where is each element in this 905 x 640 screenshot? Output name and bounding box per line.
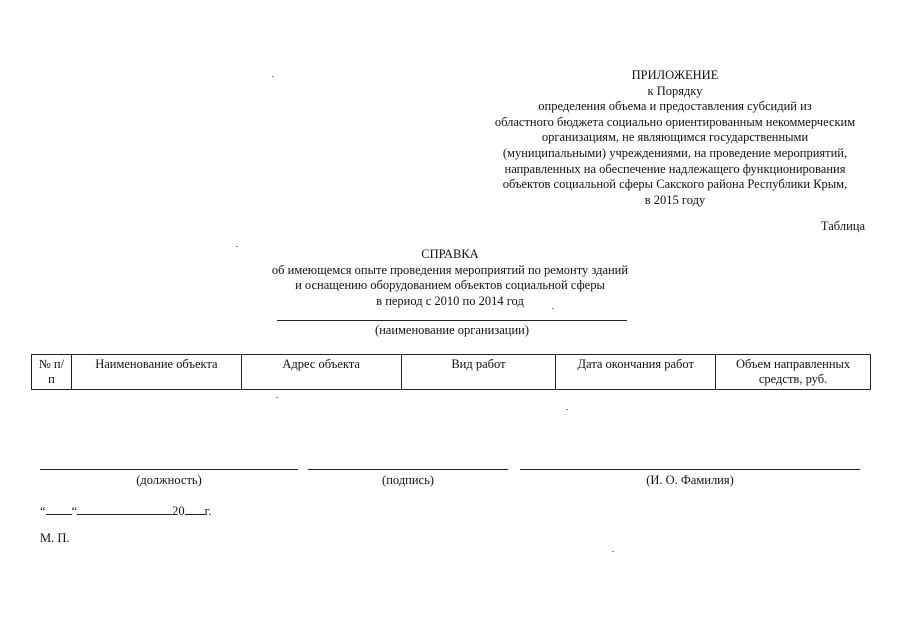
header-cell-number: № п/п — [32, 355, 72, 390]
scan-speck — [272, 76, 274, 77]
header-cell-funds: Объем направленных средств, руб. — [716, 355, 871, 390]
date-open-quote: “ — [40, 504, 46, 518]
date-year-prefix: 20 — [172, 504, 185, 518]
header-cell-object-name: Наименование объекта — [71, 355, 241, 390]
date-line — [40, 503, 211, 519]
header-cell-work-type: Вид работ — [401, 355, 556, 390]
date-day-field[interactable] — [46, 503, 72, 515]
date-close-quote: “ — [71, 504, 78, 518]
signature-field[interactable] — [308, 469, 508, 470]
table-header-row — [32, 355, 871, 390]
annex-line: ПРИЛОЖЕНИЕ — [631, 68, 719, 82]
title-line: и оснащению оборудованием объектов социальной сферы — [295, 278, 605, 293]
scan-speck — [566, 409, 568, 410]
date-year-suffix: г. — [204, 504, 212, 518]
title-line: в период с 2010 по 2014 год — [376, 293, 524, 308]
annex-line: областного бюджета социально ориентированным некоммерческим — [494, 114, 856, 129]
annex-block — [440, 68, 905, 208]
annex-line: направленных на обеспечение надлежащего функционирования — [504, 161, 846, 176]
header-cell-address: Адрес объекта — [241, 355, 401, 390]
date-month-field[interactable] — [77, 503, 172, 515]
table-label: Таблица — [820, 219, 865, 233]
annex-line: в 2015 году — [644, 192, 706, 207]
scan-speck — [612, 551, 614, 552]
title-line: об имеющемся опыте проведения мероприятий по ремонту зданий — [271, 262, 629, 277]
document-title — [240, 247, 660, 309]
full-name-caption: (И. О. Фамилия) — [646, 473, 734, 487]
annex-line: объектов социальной сферы Сакского района Республики Крым, — [502, 177, 848, 192]
scan-speck — [236, 246, 238, 247]
position-caption: (должность) — [136, 473, 202, 487]
scan-speck — [552, 308, 554, 309]
title-heading: СПРАВКА — [421, 247, 479, 261]
annex-line: (муниципальными) учреждениями, на проведение мероприятий, — [502, 145, 848, 160]
organization-name-field[interactable] — [277, 320, 627, 321]
annex-line: к Порядку — [647, 83, 703, 98]
stamp-place: М. П. — [40, 531, 70, 545]
position-field[interactable] — [40, 469, 298, 470]
experience-table — [31, 354, 871, 390]
scan-speck — [276, 397, 278, 398]
header-cell-end-date: Дата окончания работ — [556, 355, 716, 390]
full-name-field[interactable] — [520, 469, 860, 470]
date-year-field[interactable] — [185, 503, 205, 515]
annex-line: определения объема и предоставления субсидий из — [538, 99, 812, 114]
organization-caption: (наименование организации) — [374, 323, 530, 337]
signature-caption: (подпись) — [382, 473, 434, 487]
annex-line: организациям, не являющимся государственными — [541, 130, 809, 145]
